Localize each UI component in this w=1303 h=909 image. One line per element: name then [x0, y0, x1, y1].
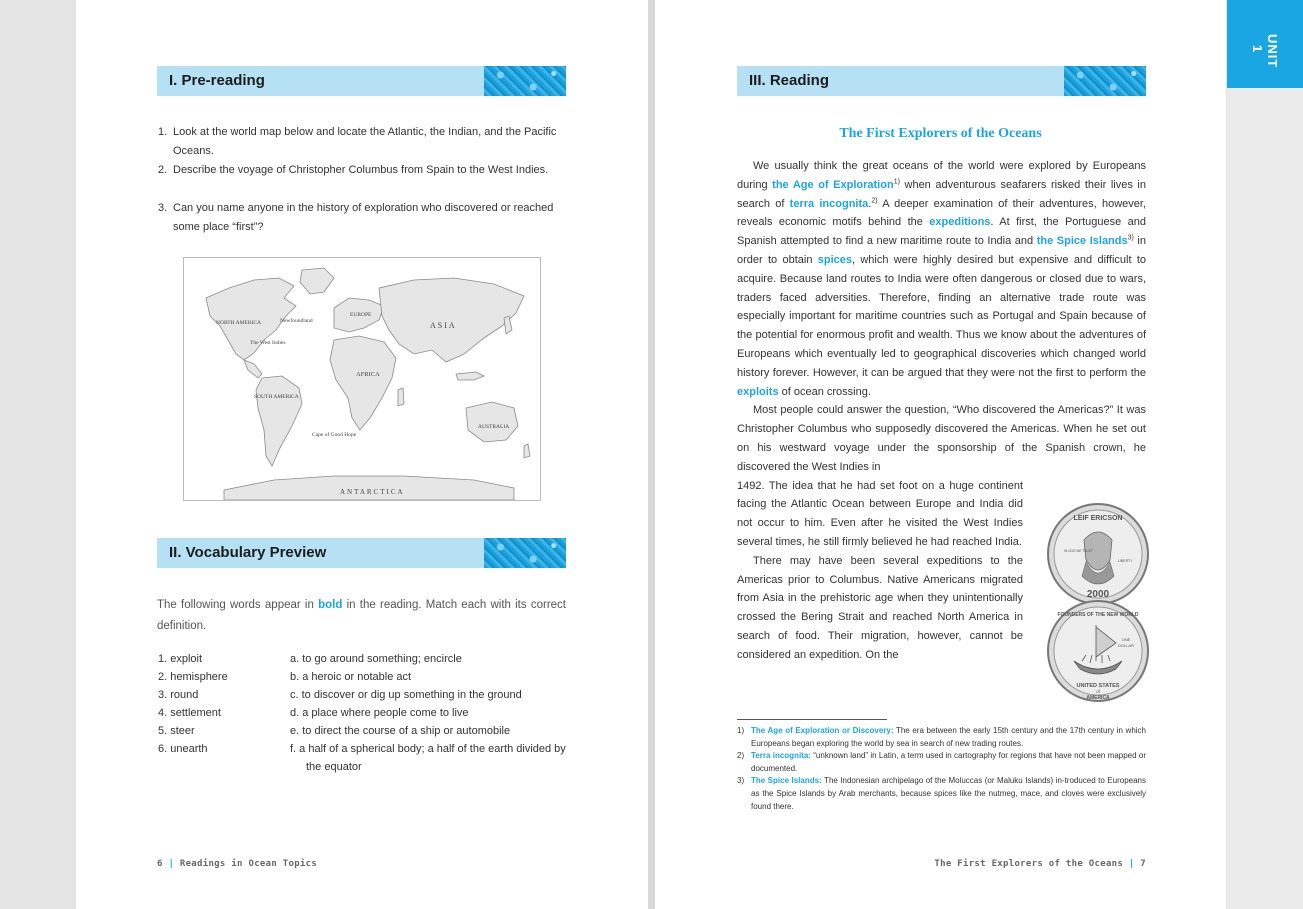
unit-tab	[1227, 0, 1303, 909]
coin-motto: IN GOD WE TRUST	[1064, 549, 1093, 553]
vocab-instructions	[157, 595, 566, 637]
footnote-text: The Indonesian archipelago of the Moluccas (or Maluku Islands) in-troduced to Europeans as the Spice Islands by Arab merchants, because spices like the nutmeg, mace, and cloves were exclusively found there.	[751, 776, 1146, 811]
left-footer	[157, 859, 317, 869]
world-map	[183, 257, 541, 501]
footnote-text: “unknown land” in Latin, a term used in cartography for regions that have not been mapped or documented.	[751, 751, 1146, 773]
keyword-exploits: exploits	[737, 385, 779, 398]
paragraph-3: There may have been several expeditions to the Americas prior to Columbus. Native Americans migrated from Asia in the prehistoric age when they unintentionally crossed the Bering Strait and reached North America in search of food. Their migration, however, cannot be considered an expedition. On the	[737, 554, 1023, 661]
text: We usually think the great oceans of the world were explored by Europeans during	[737, 160, 1146, 191]
coin-denomination: ONE	[1121, 637, 1131, 642]
question-number: 1.	[158, 126, 168, 138]
founders-new-world-coin	[1046, 599, 1150, 703]
footnotes	[737, 725, 1146, 813]
map-label-asia: ASIA	[430, 321, 457, 330]
right-footer	[934, 859, 1146, 869]
map-label-north-america: NORTH AMERICA	[216, 320, 262, 326]
vocab-word: 3. round	[158, 689, 199, 701]
question-number: 2.	[158, 164, 168, 176]
text: when adventurous seafarers risked their lives in search of	[737, 178, 1146, 210]
footnote-ref: 3)	[1127, 234, 1134, 242]
question-number: 3.	[158, 202, 168, 214]
footnote-text: The era between the early 15th century and the 17th century in which Europeans began exploring the world by sea in search of new trading routes.	[751, 726, 1146, 748]
keyword-terra-incognita: terra incognita	[789, 197, 869, 210]
coin-country: UNITED STATES	[1076, 683, 1120, 689]
map-label-west-indies: The West Indies	[250, 340, 286, 346]
coin-top-text: FOUNDERS OF THE NEW WORLD	[1057, 612, 1139, 618]
footnote-2	[737, 750, 1146, 775]
footnote-term: The Age of Exploration or Discovery:	[751, 726, 894, 735]
coin-drawing	[1046, 502, 1150, 606]
footer-divider: |	[1128, 859, 1135, 869]
reading-heading-bar	[737, 66, 1146, 96]
running-footer: The First Explorers of the Oceans	[934, 859, 1124, 869]
coin-of: of	[1096, 689, 1100, 694]
map-label-australia: AUSTRALIA	[478, 424, 510, 430]
vocab-definitions-list	[290, 650, 568, 776]
instruction-text: in the reading. Match each with its correct definition.	[157, 599, 566, 632]
vocab-definition: a. to go around something; encircle	[290, 653, 462, 665]
page-number: 7	[1140, 859, 1146, 869]
footnote-3	[737, 775, 1146, 813]
paragraph-2-continued: 1492. The idea that he had set foot on a huge continent facing the Atlantic Ocean between Europe and India did not occur to him. Even after he visited the West Indies several times, he still firmly believed he had reached India.	[737, 479, 1023, 548]
map-label-europe: EUROPE	[350, 312, 372, 318]
vocab-word: 2. hemisphere	[158, 671, 228, 683]
footnote-ref: 1)	[893, 178, 900, 186]
coin-top-text: LEIF ERICSON	[1073, 515, 1123, 522]
map-label-africa: AFRICA	[356, 371, 380, 378]
wave-pattern-decoration	[484, 66, 566, 96]
map-label-antarctica: ANTARCTICA	[340, 488, 405, 496]
text: A deeper examination of their adventures, however, reveals economic motifs behind the	[737, 197, 1146, 229]
left-page	[76, 0, 648, 909]
right-page	[655, 0, 1226, 909]
coin-liberty: LIBERTY	[1118, 559, 1133, 563]
vocab-word: 1. exploit	[158, 653, 203, 665]
reading-title: The First Explorers of the Oceans	[839, 126, 1042, 141]
footnote-ref: 2)	[871, 196, 878, 204]
question-2	[158, 161, 568, 180]
vocab-definition: f. a half of a spherical body; a half of the earth divided by the equator	[290, 743, 566, 773]
page-number: 6	[157, 859, 163, 869]
question-text: Can you name anyone in the history of exploration who discovered or reached some place “first”?	[173, 202, 554, 233]
text: in order to obtain	[737, 235, 1146, 266]
world-map-drawing	[184, 258, 540, 500]
keyword-expeditions: expeditions	[929, 216, 991, 229]
keyword-spices: spices	[817, 253, 852, 266]
map-label-cape: Cape of Good Hope	[312, 432, 357, 438]
question-text: Describe the voyage of Christopher Columbus from Spain to the West Indies.	[173, 164, 549, 176]
map-label-newfoundland: Newfoundland	[280, 318, 313, 324]
unit-label: UNIT 1	[1250, 34, 1280, 69]
coin-drawing	[1046, 599, 1150, 703]
vocab-word: 6. unearth	[158, 743, 208, 755]
prereading-heading-bar	[157, 66, 566, 96]
footnote-term: Terra incognita:	[751, 751, 811, 761]
keyword-spice-islands: the Spice Islands	[1036, 235, 1128, 248]
footnote-term: The Spice Islands:	[751, 776, 822, 786]
text: of ocean crossing.	[778, 385, 871, 398]
running-footer: Readings in Ocean Topics	[179, 859, 318, 869]
question-3	[158, 199, 568, 237]
wave-pattern-decoration	[484, 538, 566, 568]
coin-america: AMERICA	[1086, 695, 1110, 701]
question-1	[158, 123, 568, 161]
unit-tab-marker	[1227, 0, 1303, 88]
footnote-number: 1)	[737, 726, 745, 735]
vocab-definition: c. to discover or dig up something in the ground	[290, 689, 522, 701]
prereading-heading: I. Pre-reading	[169, 72, 265, 89]
paragraph-1	[737, 157, 1146, 401]
reading-heading: III. Reading	[749, 72, 830, 89]
keyword-age-of-exploration: the Age of Exploration	[772, 178, 894, 191]
coin-dollar: DOLLAR	[1117, 643, 1135, 648]
coin-year: 2000	[1086, 589, 1110, 600]
page-gutter	[648, 0, 655, 909]
footnote-number: 2)	[737, 751, 745, 761]
footnote-1	[737, 725, 1146, 750]
vocab-heading-bar	[157, 538, 566, 568]
footnote-rule	[737, 719, 887, 720]
vocab-heading: II. Vocabulary Preview	[169, 544, 327, 561]
map-label-south-america: SOUTH AMERICA	[254, 394, 299, 400]
text: .	[868, 197, 872, 210]
text: . At first, the Portuguese and Spanish attempted to find a new maritime route to India and	[737, 216, 1147, 248]
vocab-definition: d. a place where people come to live	[290, 707, 469, 719]
vocab-definition: e. to direct the course of a ship or automobile	[290, 725, 511, 737]
vocab-word: 4. settlement	[158, 707, 221, 719]
question-text: Look at the world map below and locate the Atlantic, the Indian, and the Pacific Oceans.	[173, 126, 557, 157]
vocab-word: 5. steer	[158, 725, 195, 737]
leif-ericson-coin	[1046, 502, 1150, 606]
instruction-text: The following words appear in	[157, 599, 319, 611]
paragraph-2: Most people could answer the question, “Who discovered the Americas?” It was Christopher Columbus who supposedly discovered the Americas. When he set out on his westward voyage under the sponsorship of the Spanish crown, he discovered the West Indies in	[737, 404, 1146, 473]
bold-keyword: bold	[318, 599, 343, 611]
footer-divider: |	[168, 859, 175, 869]
wave-pattern-decoration	[1064, 66, 1146, 96]
vocab-definition: b. a heroic or notable act	[290, 671, 412, 683]
text: , which were highly desired but expensive and difficult to acquire. Because land routes to India were often dangerous or closed due to wars, traders faced adversities. Therefore, finding an alternative trade route was especially important for maritime countries such as Portugal and Spain because of the potential for enormous profit and wealth. Thus we know about the adventures of Europeans which eventually led to geographical discoveries which changed world history forever. However, it can be argued that they were not the first to perform the	[737, 253, 1146, 379]
footnote-number: 3)	[737, 776, 745, 786]
vocab-words-list	[158, 650, 278, 758]
